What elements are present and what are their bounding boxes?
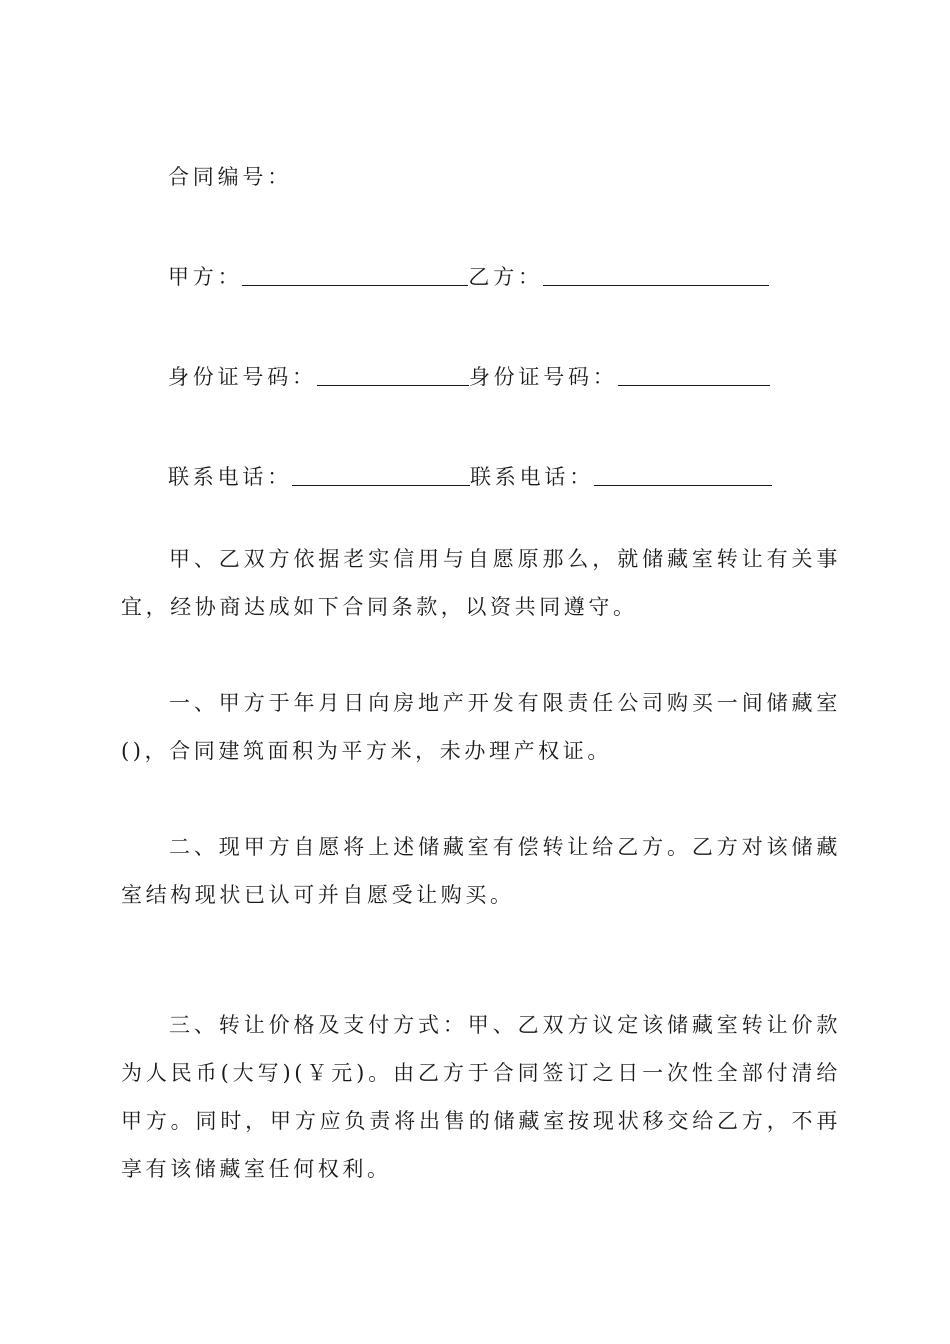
party-a-phone-blank[interactable] bbox=[292, 467, 470, 486]
party-b-blank[interactable] bbox=[543, 267, 769, 286]
clause-2-paragraph: 二、现甲方自愿将上述储藏室有偿转让给乙方。乙方对该储藏室结构现状已认可并自愿受让购买。 bbox=[121, 835, 841, 907]
contract-number-label: 合同编号： bbox=[168, 165, 292, 189]
intro-paragraph: 甲、乙双方依据老实信用与自愿原那么，就储藏室转让有关事宜，经协商达成如下合同条款，以资共同遵守。 bbox=[121, 547, 841, 619]
party-a-id-label: 身份证号码： bbox=[168, 365, 317, 389]
party-a-phone-label: 联系电话： bbox=[168, 465, 292, 489]
id-number-line bbox=[168, 362, 770, 392]
party-b-label: 乙方： bbox=[468, 265, 543, 289]
party-a-blank[interactable] bbox=[242, 267, 468, 286]
party-b-id-label: 身份证号码： bbox=[468, 365, 618, 389]
party-b-id-blank[interactable] bbox=[618, 367, 770, 386]
party-a-id-blank[interactable] bbox=[317, 367, 469, 386]
party-b-phone-label: 联系电话： bbox=[470, 465, 594, 489]
party-a-label: 甲方： bbox=[168, 265, 243, 289]
party-b-phone-blank[interactable] bbox=[594, 467, 772, 486]
clause-3-paragraph: 三、转让价格及支付方式：甲、乙双方议定该储藏室转让价款为人民币(大写)(￥元)。由乙方于合同签订之日一次性全部付清给甲方。同时，甲方应负责将出售的储藏室按现状移交给乙方，不再享有该储藏室任何权利。 bbox=[121, 1013, 841, 1181]
contract-number-line bbox=[168, 162, 292, 192]
clause-1-paragraph: 一、甲方于年月日向房地产开发有限责任公司购买一间储藏室()，合同建筑面积为平方米，未办理产权证。 bbox=[121, 691, 841, 763]
phone-line bbox=[168, 462, 772, 492]
party-line bbox=[168, 262, 769, 292]
